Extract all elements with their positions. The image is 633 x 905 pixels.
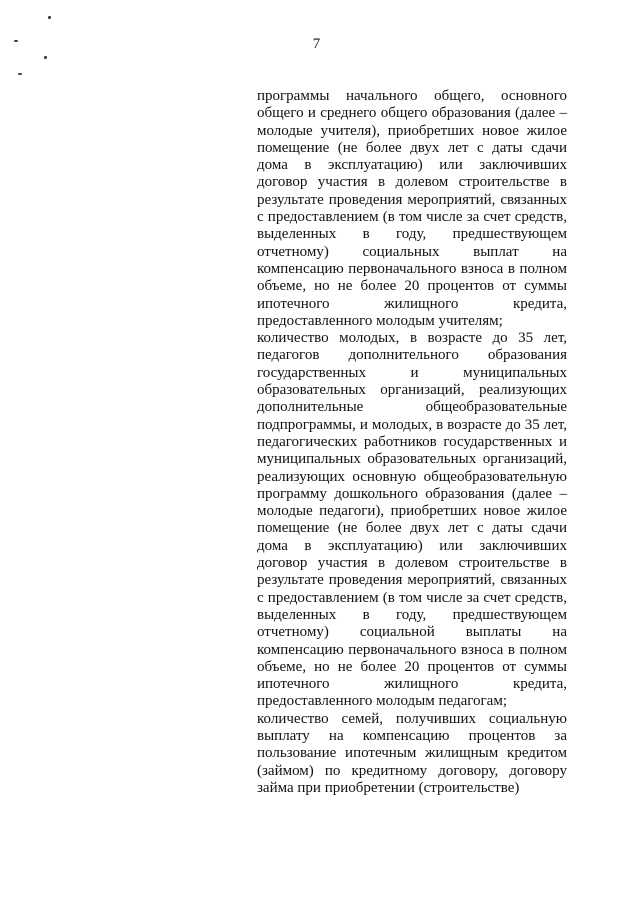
body-text xyxy=(257,88,567,797)
scan-speck xyxy=(18,73,22,75)
paragraph: программы начального общего, основного общего и среднего общего образования (далее – молодые учителя), приобретших новое жилое помещение (не более двух лет с даты сдачи дома в эксплуатацию) или заключивших договор участия в долевом строительстве в результате проведения мероприятий, связанных с предоставлением (в том числе за счет средств, выделенных в году, предшествующем отчетному) социальных выплат на компенсацию первоначального взноса в полном объеме, но не более 20 процентов от суммы ипотечного жилищного кредита, предоставленного молодым учителям; xyxy=(257,88,567,329)
scan-speck xyxy=(44,56,47,59)
scan-speck xyxy=(48,16,51,19)
paragraph: количество семей, получивших социальную выплату на компенсацию процентов за пользование ипотечным жилищным кредитом (займом) по кредитному договору, договору займа при приобретении (строительстве) xyxy=(257,710,567,796)
paragraph: количество молодых, в возрасте до 35 лет, педагогов дополнительного образования государственных и муниципальных образовательных организаций, реализующих дополнительные общеобразовательные подпрограммы, и молодых, в возрасте до 35 лет, педагогических работников государственных и муниципальных образовательных организаций, реализующих основную общеобразовательную программу дошкольного образования (далее – молодые педагоги), приобретших новое жилое помещение (не более двух лет с даты сдачи дома в эксплуатацию) или заключивших договор участия в долевом строительстве в результате проведения мероприятий, связанных с предоставлением (в том числе за счет средств, выделенных в году, предшествующем отчетному) социальной выплаты на компенсацию первоначального взноса в полном объеме, но не более 20 процентов от суммы ипотечного жилищного кредита, предоставленного молодым педагогам; xyxy=(257,330,567,710)
page-number: 7 xyxy=(312,36,321,52)
